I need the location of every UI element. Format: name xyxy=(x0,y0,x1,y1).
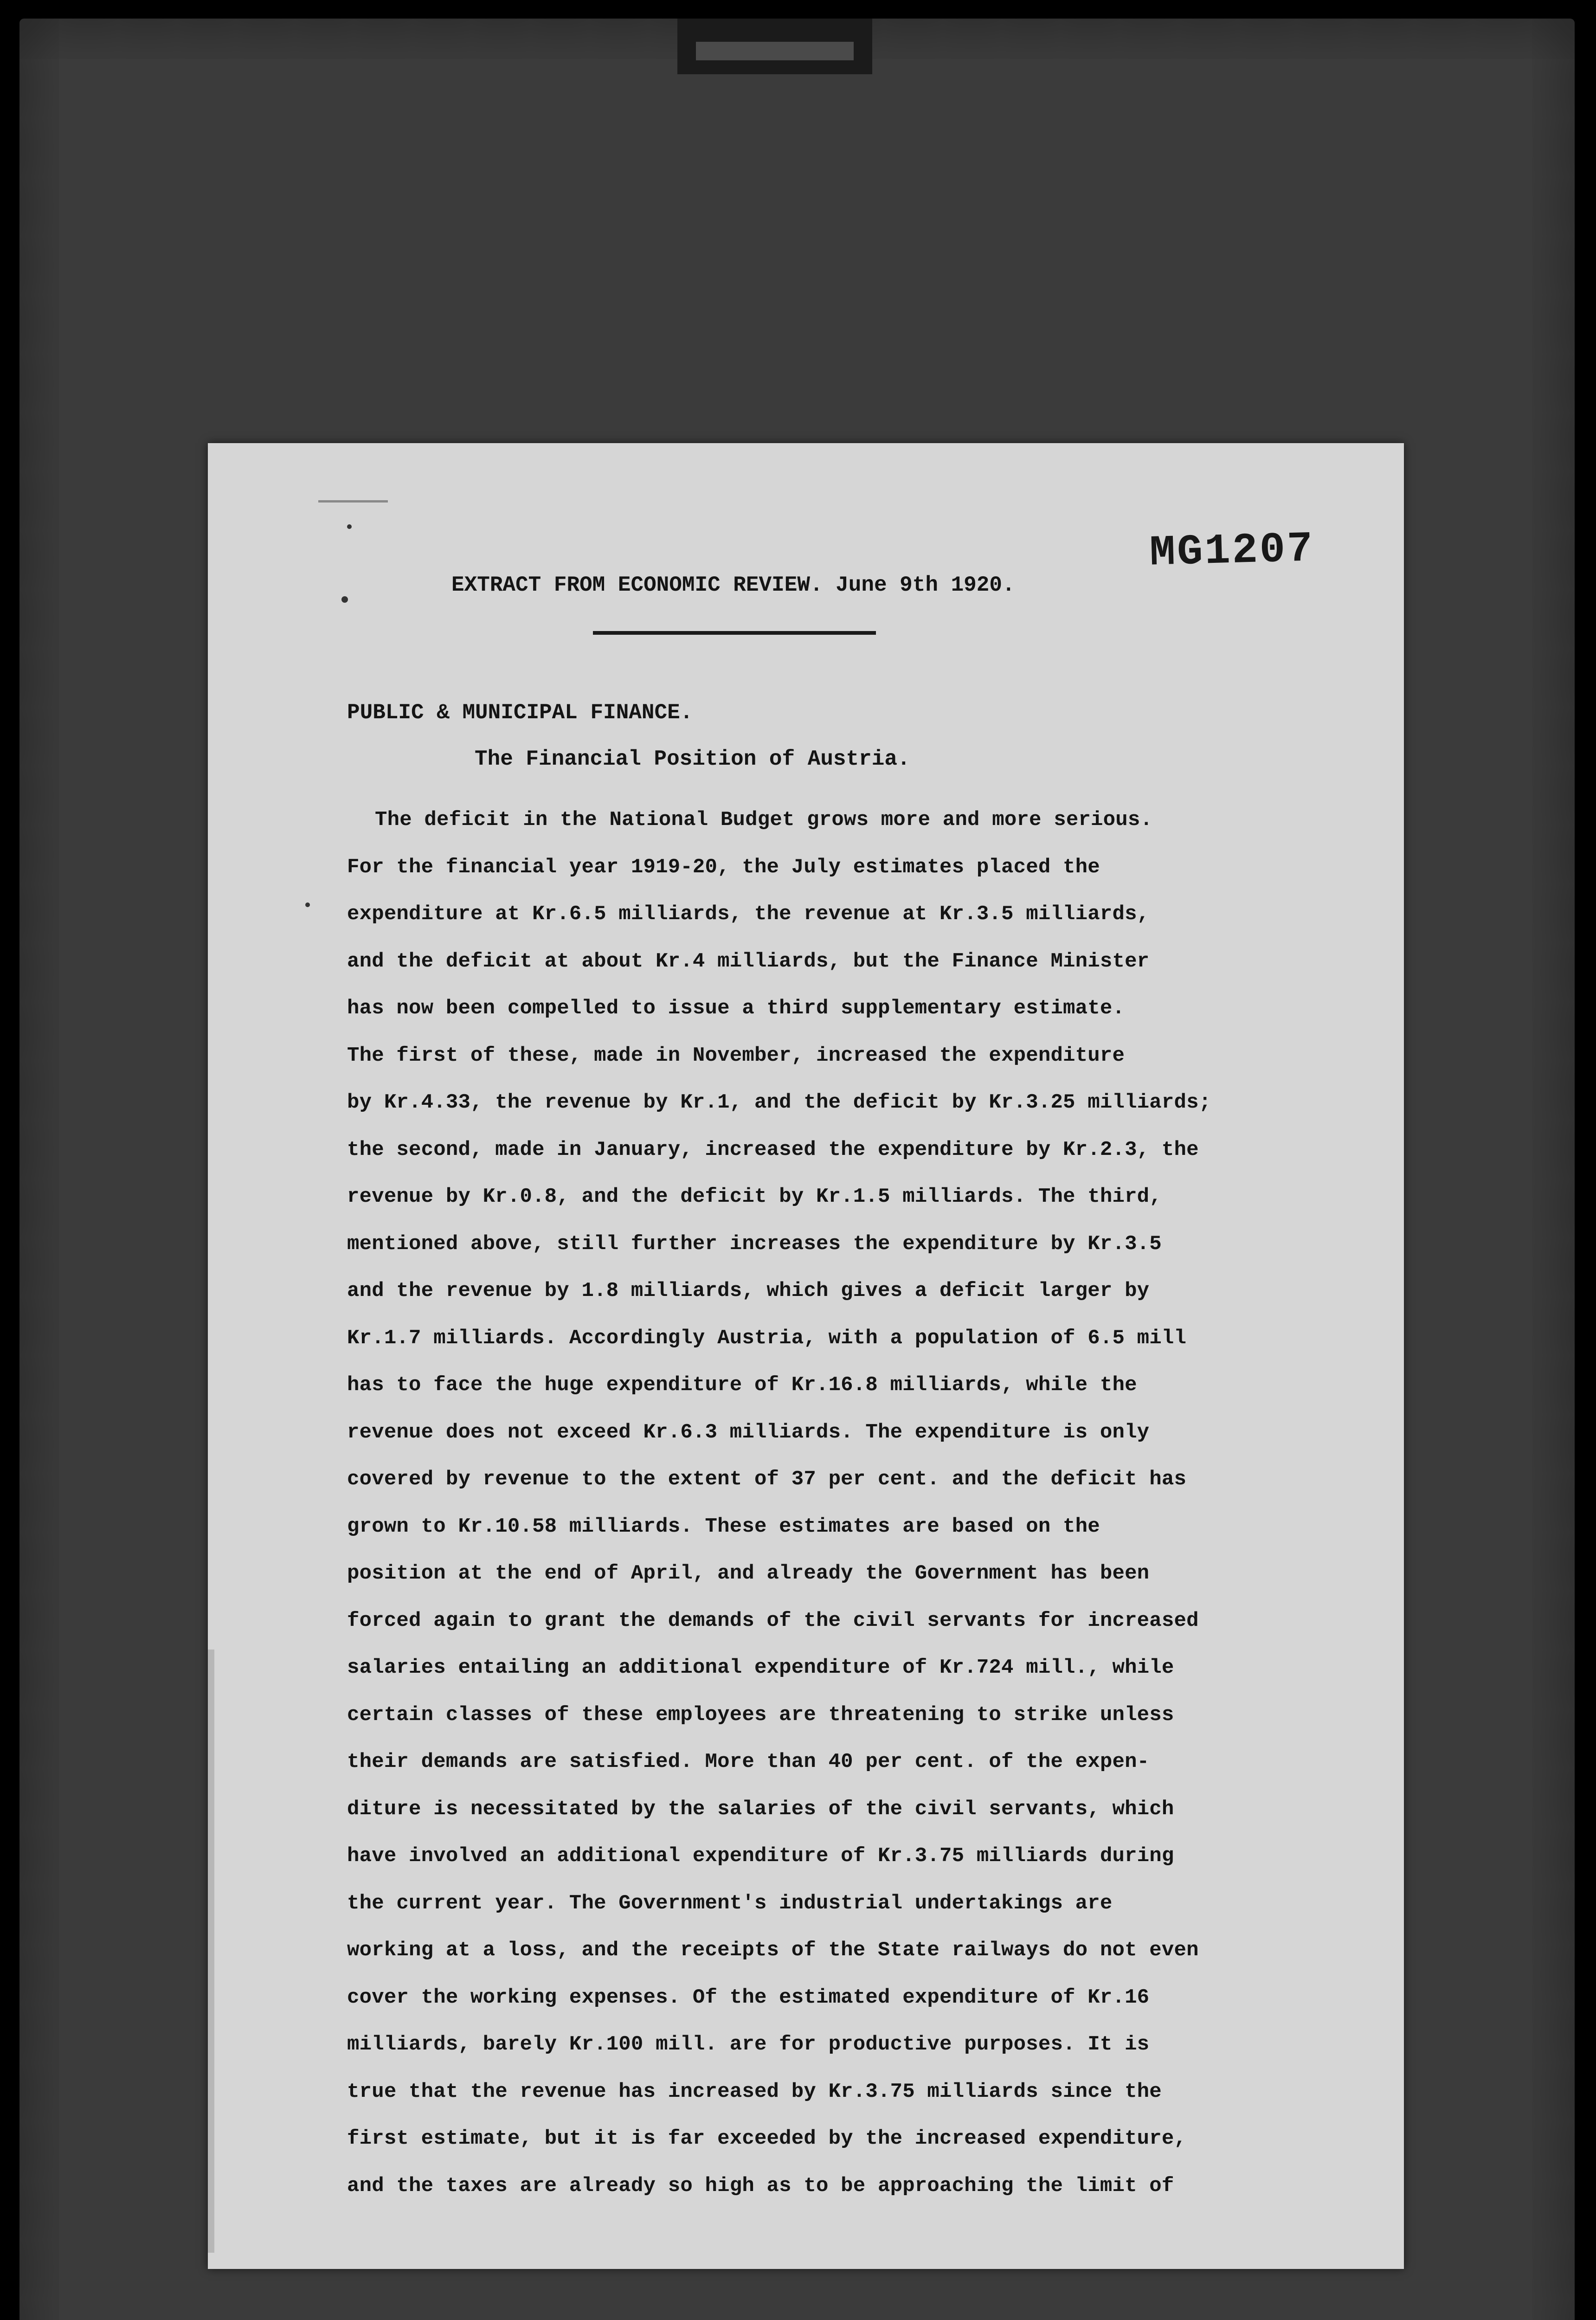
body-line: the current year. The Government's industrial undertakings are xyxy=(347,1891,1113,1915)
body-line: cover the working expenses. Of the estimated expenditure of Kr.16 xyxy=(347,1985,1150,2009)
document-header: EXTRACT FROM ECONOMIC REVIEW. June 9th 1920. xyxy=(451,573,1015,597)
body-line: has now been compelled to issue a third supplementary estimate. xyxy=(347,997,1125,1020)
body-line: The first of these, made in November, increased the expenditure xyxy=(347,1044,1125,1067)
body-line: and the revenue by 1.8 milliards, which gives a deficit larger by xyxy=(347,1279,1150,1302)
body-line: position at the end of April, and already the Government has been xyxy=(347,1562,1150,1585)
pencil-mark xyxy=(318,500,388,503)
body-line: the second, made in January, increased the expenditure by Kr.2.3, the xyxy=(347,1138,1199,1161)
body-line: certain classes of these employees are threatening to strike unless xyxy=(347,1703,1174,1727)
body-line: Kr.1.7 milliards. Accordingly Austria, with a population of 6.5 mill xyxy=(347,1326,1187,1350)
body-line: forced again to grant the demands of the civil servants for increased xyxy=(347,1609,1199,1632)
body-line: mentioned above, still further increases the expenditure by Kr.3.5 xyxy=(347,1232,1162,1256)
body-line: diture is necessitated by the salaries of the civil servants, which xyxy=(347,1797,1174,1821)
body-line: has to face the huge expenditure of Kr.16.8 milliards, while the xyxy=(347,1373,1137,1397)
body-line: For the financial year 1919-20, the July estimates placed the xyxy=(347,855,1100,879)
document-stamp: MG1207 xyxy=(1149,524,1315,578)
body-line: and the deficit at about Kr.4 milliards, but the Finance Minister xyxy=(347,949,1150,973)
article-subtitle: The Financial Position of Austria. xyxy=(475,747,910,771)
body-line: expenditure at Kr.6.5 milliards, the revenue at Kr.3.5 milliards, xyxy=(347,902,1150,926)
body-line: grown to Kr.10.58 milliards. These estimates are based on the xyxy=(347,1514,1100,1538)
body-line: by Kr.4.33, the revenue by Kr.1, and the deficit by Kr.3.25 milliards; xyxy=(347,1091,1211,1114)
body-line: their demands are satisfied. More than 40 per cent. of the expen- xyxy=(347,1750,1150,1773)
body-line: working at a loss, and the receipts of the State railways do not even xyxy=(347,1939,1199,1962)
typed-page xyxy=(208,443,1404,2269)
body-line: revenue by Kr.0.8, and the deficit by Kr.1.5 milliards. The third, xyxy=(347,1185,1162,1208)
body-line: salaries entailing an additional expenditure of Kr.724 mill., while xyxy=(347,1656,1174,1679)
body-line: covered by revenue to the extent of 37 per cent. and the deficit has xyxy=(347,1468,1187,1491)
body-line: have involved an additional expenditure of Kr.3.75 milliards during xyxy=(347,1844,1174,1868)
body-line: milliards, barely Kr.100 mill. are for productive purposes. It is xyxy=(347,2033,1150,2056)
speck xyxy=(305,902,310,907)
body-line: and the taxes are already so high as to be approaching the limit of xyxy=(347,2174,1174,2198)
film-clip xyxy=(677,19,872,74)
body-line: true that the revenue has increased by Kr.3.75 milliards since the xyxy=(347,2080,1162,2103)
header-rule xyxy=(593,631,876,635)
body-line: The deficit in the National Budget grows more and more serious. xyxy=(375,808,1153,831)
speck xyxy=(347,524,352,529)
section-title: PUBLIC & MUNICIPAL FINANCE. xyxy=(347,701,693,725)
body-line: first estimate, but it is far exceeded by the increased expenditure, xyxy=(347,2127,1187,2150)
speck xyxy=(341,596,348,603)
body-line: revenue does not exceed Kr.6.3 milliards. The expenditure is only xyxy=(347,1420,1150,1444)
